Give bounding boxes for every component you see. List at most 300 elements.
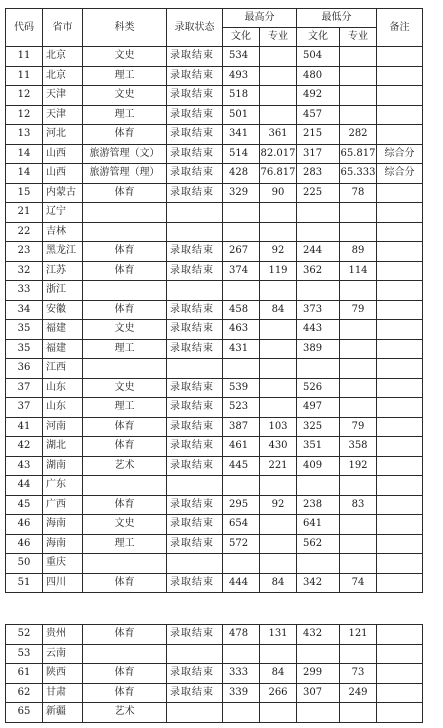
table-row [6, 281, 423, 301]
remark-cell [377, 703, 423, 723]
table-row [6, 664, 423, 684]
lowest-major-cell: 65.333 [340, 164, 377, 184]
code-cell: 37 [6, 398, 43, 418]
highest-major-cell [260, 320, 297, 340]
table-body-continued [6, 625, 423, 723]
category-cell: 艺术 [83, 456, 167, 476]
province-cell: 浙江 [43, 281, 83, 301]
table-row [6, 417, 423, 437]
highest-culture-cell: 295 [223, 495, 260, 515]
remark-cell [377, 573, 423, 593]
province-cell: 北京 [43, 66, 83, 86]
lowest-major-cell [340, 554, 377, 574]
highest-culture-cell: 501 [223, 105, 260, 125]
subheader-highest-culture: 文化 [223, 28, 260, 47]
remark-cell [377, 437, 423, 457]
lowest-culture-cell: 351 [297, 437, 340, 457]
highest-culture-cell: 444 [223, 573, 260, 593]
code-cell: 36 [6, 359, 43, 379]
category-cell: 文史 [83, 86, 167, 106]
highest-culture-cell: 329 [223, 183, 260, 203]
lowest-culture-cell: 307 [297, 683, 340, 703]
highest-culture-cell: 267 [223, 242, 260, 262]
status-cell: 录取结束 [167, 183, 223, 203]
remark-cell [377, 554, 423, 574]
category-cell: 体育 [83, 437, 167, 457]
header-remark: 备注 [377, 9, 423, 47]
province-cell: 福建 [43, 320, 83, 340]
category-cell [83, 281, 167, 301]
table-row [6, 125, 423, 145]
highest-major-cell: 430 [260, 437, 297, 457]
status-cell [167, 281, 223, 301]
lowest-major-cell [340, 359, 377, 379]
status-cell: 录取结束 [167, 437, 223, 457]
subheader-lowest-major: 专业 [340, 28, 377, 47]
highest-culture-cell: 341 [223, 125, 260, 145]
highest-culture-cell: 572 [223, 534, 260, 554]
code-cell: 33 [6, 281, 43, 301]
table-row [6, 339, 423, 359]
lowest-major-cell: 192 [340, 456, 377, 476]
highest-culture-cell: 333 [223, 664, 260, 684]
highest-culture-cell [223, 644, 260, 664]
province-cell: 四川 [43, 573, 83, 593]
highest-culture-cell [223, 359, 260, 379]
status-cell [167, 359, 223, 379]
highest-major-cell: 103 [260, 417, 297, 437]
highest-major-cell [260, 203, 297, 223]
table-row [6, 86, 423, 106]
highest-culture-cell: 339 [223, 683, 260, 703]
province-cell: 河南 [43, 417, 83, 437]
remark-cell [377, 105, 423, 125]
highest-major-cell: 82.017 [260, 144, 297, 164]
highest-major-cell [260, 105, 297, 125]
remark-cell [377, 281, 423, 301]
table-row [6, 164, 423, 184]
status-cell: 录取结束 [167, 86, 223, 106]
status-cell: 录取结束 [167, 320, 223, 340]
status-cell: 录取结束 [167, 398, 223, 418]
code-cell: 21 [6, 203, 43, 223]
table-row [6, 261, 423, 281]
table-row [6, 573, 423, 593]
province-cell: 天津 [43, 86, 83, 106]
lowest-major-cell [340, 47, 377, 67]
lowest-culture-cell: 562 [297, 534, 340, 554]
highest-major-cell [260, 703, 297, 723]
province-cell: 河北 [43, 125, 83, 145]
lowest-culture-cell: 504 [297, 47, 340, 67]
lowest-culture-cell [297, 222, 340, 242]
highest-major-cell [260, 359, 297, 379]
status-cell: 录取结束 [167, 47, 223, 67]
table-row [6, 476, 423, 496]
status-cell: 录取结束 [167, 125, 223, 145]
category-cell [83, 644, 167, 664]
table-row [6, 66, 423, 86]
lowest-major-cell: 249 [340, 683, 377, 703]
highest-culture-cell: 428 [223, 164, 260, 184]
province-cell: 吉林 [43, 222, 83, 242]
code-cell: 51 [6, 573, 43, 593]
code-cell: 61 [6, 664, 43, 684]
code-cell: 53 [6, 644, 43, 664]
table-row [6, 515, 423, 535]
status-cell: 录取结束 [167, 378, 223, 398]
highest-major-cell: 92 [260, 242, 297, 262]
lowest-major-cell [340, 320, 377, 340]
remark-cell [377, 398, 423, 418]
highest-major-cell [260, 476, 297, 496]
lowest-culture-cell: 299 [297, 664, 340, 684]
highest-major-cell [260, 554, 297, 574]
lowest-major-cell [340, 644, 377, 664]
highest-culture-cell: 463 [223, 320, 260, 340]
code-cell: 44 [6, 476, 43, 496]
highest-major-cell: 92 [260, 495, 297, 515]
lowest-culture-cell [297, 281, 340, 301]
table-row [6, 644, 423, 664]
lowest-culture-cell: 215 [297, 125, 340, 145]
table-row [6, 183, 423, 203]
highest-major-cell: 119 [260, 261, 297, 281]
status-cell [167, 222, 223, 242]
table-row [6, 554, 423, 574]
status-cell: 录取结束 [167, 242, 223, 262]
province-cell: 江西 [43, 359, 83, 379]
lowest-major-cell [340, 281, 377, 301]
table-body [6, 47, 423, 593]
lowest-culture-cell: 457 [297, 105, 340, 125]
highest-culture-cell [223, 703, 260, 723]
lowest-culture-cell: 283 [297, 164, 340, 184]
lowest-major-cell [340, 515, 377, 535]
status-cell: 录取结束 [167, 417, 223, 437]
lowest-major-cell: 74 [340, 573, 377, 593]
admission-scores-table-continued [5, 624, 423, 723]
category-cell: 体育 [83, 683, 167, 703]
province-cell: 辽宁 [43, 203, 83, 223]
highest-major-cell: 90 [260, 183, 297, 203]
remark-cell [377, 320, 423, 340]
lowest-major-cell: 65.817 [340, 144, 377, 164]
code-cell: 22 [6, 222, 43, 242]
table-row [6, 144, 423, 164]
province-cell: 黑龙江 [43, 242, 83, 262]
category-cell: 旅游管理（文） [83, 144, 167, 164]
status-cell: 录取结束 [167, 164, 223, 184]
remark-cell [377, 86, 423, 106]
highest-culture-cell: 461 [223, 437, 260, 457]
table-row [6, 495, 423, 515]
status-cell: 录取结束 [167, 664, 223, 684]
province-cell: 贵州 [43, 625, 83, 645]
lowest-culture-cell: 432 [297, 625, 340, 645]
status-cell: 录取结束 [167, 625, 223, 645]
category-cell [83, 554, 167, 574]
remark-cell [377, 261, 423, 281]
code-cell: 12 [6, 86, 43, 106]
table-row [6, 703, 423, 723]
category-cell [83, 359, 167, 379]
highest-major-cell: 131 [260, 625, 297, 645]
status-cell: 录取结束 [167, 456, 223, 476]
category-cell: 理工 [83, 105, 167, 125]
code-cell: 52 [6, 625, 43, 645]
lowest-culture-cell: 362 [297, 261, 340, 281]
category-cell: 体育 [83, 183, 167, 203]
status-cell: 录取结束 [167, 495, 223, 515]
highest-major-cell [260, 222, 297, 242]
code-cell: 62 [6, 683, 43, 703]
status-cell: 录取结束 [167, 683, 223, 703]
lowest-major-cell: 73 [340, 664, 377, 684]
remark-cell [377, 359, 423, 379]
lowest-major-cell [340, 203, 377, 223]
category-cell: 文史 [83, 47, 167, 67]
header-status: 录取状态 [167, 9, 223, 47]
status-cell [167, 203, 223, 223]
lowest-major-cell: 358 [340, 437, 377, 457]
highest-major-cell: 84 [260, 664, 297, 684]
lowest-major-cell [340, 378, 377, 398]
table-row [6, 398, 423, 418]
table-row [6, 47, 423, 67]
highest-culture-cell: 431 [223, 339, 260, 359]
category-cell: 文史 [83, 378, 167, 398]
category-cell: 文史 [83, 515, 167, 535]
code-cell: 14 [6, 144, 43, 164]
code-cell: 65 [6, 703, 43, 723]
status-cell: 录取结束 [167, 261, 223, 281]
province-cell: 福建 [43, 339, 83, 359]
highest-culture-cell: 539 [223, 378, 260, 398]
category-cell: 理工 [83, 398, 167, 418]
remark-cell [377, 378, 423, 398]
status-cell [167, 703, 223, 723]
highest-culture-cell: 445 [223, 456, 260, 476]
highest-culture-cell: 654 [223, 515, 260, 535]
table-row [6, 625, 423, 645]
header-row [6, 9, 423, 28]
lowest-major-cell [340, 105, 377, 125]
highest-culture-cell: 458 [223, 300, 260, 320]
code-cell: 42 [6, 437, 43, 457]
lowest-major-cell: 89 [340, 242, 377, 262]
remark-cell [377, 300, 423, 320]
lowest-major-cell: 282 [340, 125, 377, 145]
status-cell: 录取结束 [167, 339, 223, 359]
lowest-major-cell: 83 [340, 495, 377, 515]
lowest-major-cell [340, 86, 377, 106]
remark-cell [377, 242, 423, 262]
highest-major-cell: 76.817 [260, 164, 297, 184]
code-cell: 34 [6, 300, 43, 320]
category-cell: 体育 [83, 242, 167, 262]
status-cell: 录取结束 [167, 300, 223, 320]
remark-cell [377, 183, 423, 203]
lowest-culture-cell: 373 [297, 300, 340, 320]
remark-cell [377, 339, 423, 359]
highest-major-cell [260, 281, 297, 301]
highest-culture-cell [223, 476, 260, 496]
remark-cell [377, 203, 423, 223]
lowest-culture-cell: 480 [297, 66, 340, 86]
category-cell: 体育 [83, 625, 167, 645]
category-cell: 体育 [83, 300, 167, 320]
table-row [6, 378, 423, 398]
remark-cell [377, 125, 423, 145]
highest-culture-cell: 374 [223, 261, 260, 281]
table-row [6, 534, 423, 554]
header-province: 省市 [43, 9, 83, 47]
province-cell: 海南 [43, 534, 83, 554]
province-cell: 陕西 [43, 664, 83, 684]
highest-culture-cell: 514 [223, 144, 260, 164]
remark-cell [377, 47, 423, 67]
highest-major-cell [260, 644, 297, 664]
province-cell: 湖北 [43, 437, 83, 457]
header-lowest: 最低分 [297, 9, 377, 28]
category-cell [83, 203, 167, 223]
lowest-major-cell [340, 476, 377, 496]
subheader-lowest-culture: 文化 [297, 28, 340, 47]
province-cell: 山东 [43, 378, 83, 398]
status-cell [167, 476, 223, 496]
province-cell: 甘肃 [43, 683, 83, 703]
lowest-major-cell [340, 703, 377, 723]
lowest-culture-cell [297, 554, 340, 574]
code-cell: 12 [6, 105, 43, 125]
header-code: 代码 [6, 9, 43, 47]
province-cell: 内蒙古 [43, 183, 83, 203]
category-cell: 体育 [83, 125, 167, 145]
category-cell: 理工 [83, 66, 167, 86]
category-cell: 体育 [83, 417, 167, 437]
header-highest: 最高分 [223, 9, 297, 28]
lowest-major-cell: 79 [340, 300, 377, 320]
highest-culture-cell [223, 203, 260, 223]
remark-cell [377, 664, 423, 684]
province-cell: 湖南 [43, 456, 83, 476]
lowest-major-cell: 114 [340, 261, 377, 281]
category-cell: 理工 [83, 339, 167, 359]
lowest-culture-cell: 225 [297, 183, 340, 203]
remark-cell: 综合分 [377, 144, 423, 164]
highest-culture-cell [223, 554, 260, 574]
table-row [6, 242, 423, 262]
code-cell: 41 [6, 417, 43, 437]
lowest-culture-cell: 317 [297, 144, 340, 164]
lowest-culture-cell: 492 [297, 86, 340, 106]
highest-major-cell: 361 [260, 125, 297, 145]
table-row [6, 320, 423, 340]
lowest-culture-cell [297, 703, 340, 723]
province-cell: 山西 [43, 164, 83, 184]
remark-cell [377, 644, 423, 664]
status-cell [167, 644, 223, 664]
lowest-culture-cell: 325 [297, 417, 340, 437]
code-cell: 35 [6, 320, 43, 340]
category-cell [83, 476, 167, 496]
category-cell: 艺术 [83, 703, 167, 723]
category-cell: 体育 [83, 573, 167, 593]
lowest-culture-cell: 641 [297, 515, 340, 535]
status-cell: 录取结束 [167, 534, 223, 554]
highest-major-cell [260, 47, 297, 67]
lowest-culture-cell [297, 644, 340, 664]
highest-major-cell [260, 339, 297, 359]
code-cell: 45 [6, 495, 43, 515]
lowest-culture-cell: 409 [297, 456, 340, 476]
province-cell: 新疆 [43, 703, 83, 723]
code-cell: 14 [6, 164, 43, 184]
lowest-culture-cell: 497 [297, 398, 340, 418]
remark-cell [377, 222, 423, 242]
remark-cell [377, 625, 423, 645]
highest-culture-cell: 493 [223, 66, 260, 86]
lowest-major-cell: 121 [340, 625, 377, 645]
highest-major-cell [260, 378, 297, 398]
category-cell: 体育 [83, 261, 167, 281]
highest-culture-cell [223, 281, 260, 301]
category-cell: 体育 [83, 495, 167, 515]
lowest-major-cell [340, 398, 377, 418]
province-cell: 云南 [43, 644, 83, 664]
lowest-culture-cell: 342 [297, 573, 340, 593]
highest-major-cell [260, 534, 297, 554]
code-cell: 11 [6, 47, 43, 67]
highest-culture-cell: 387 [223, 417, 260, 437]
status-cell: 录取结束 [167, 573, 223, 593]
remark-cell [377, 456, 423, 476]
remark-cell [377, 534, 423, 554]
category-cell: 旅游管理（理） [83, 164, 167, 184]
lowest-culture-cell: 526 [297, 378, 340, 398]
table-row [6, 359, 423, 379]
remark-cell [377, 476, 423, 496]
remark-cell [377, 417, 423, 437]
highest-major-cell [260, 515, 297, 535]
status-cell: 录取结束 [167, 144, 223, 164]
highest-culture-cell: 534 [223, 47, 260, 67]
highest-major-cell: 266 [260, 683, 297, 703]
lowest-culture-cell [297, 203, 340, 223]
status-cell: 录取结束 [167, 66, 223, 86]
code-cell: 46 [6, 534, 43, 554]
table-row [6, 203, 423, 223]
category-cell [83, 222, 167, 242]
province-cell: 山西 [43, 144, 83, 164]
lowest-major-cell [340, 66, 377, 86]
highest-major-cell: 221 [260, 456, 297, 476]
header-category: 科类 [83, 9, 167, 47]
highest-major-cell [260, 398, 297, 418]
highest-culture-cell [223, 222, 260, 242]
province-cell: 广东 [43, 476, 83, 496]
province-cell: 广西 [43, 495, 83, 515]
province-cell: 山东 [43, 398, 83, 418]
lowest-major-cell: 78 [340, 183, 377, 203]
province-cell: 天津 [43, 105, 83, 125]
lowest-culture-cell: 244 [297, 242, 340, 262]
highest-major-cell [260, 86, 297, 106]
category-cell: 体育 [83, 664, 167, 684]
lowest-major-cell: 79 [340, 417, 377, 437]
code-cell: 37 [6, 378, 43, 398]
